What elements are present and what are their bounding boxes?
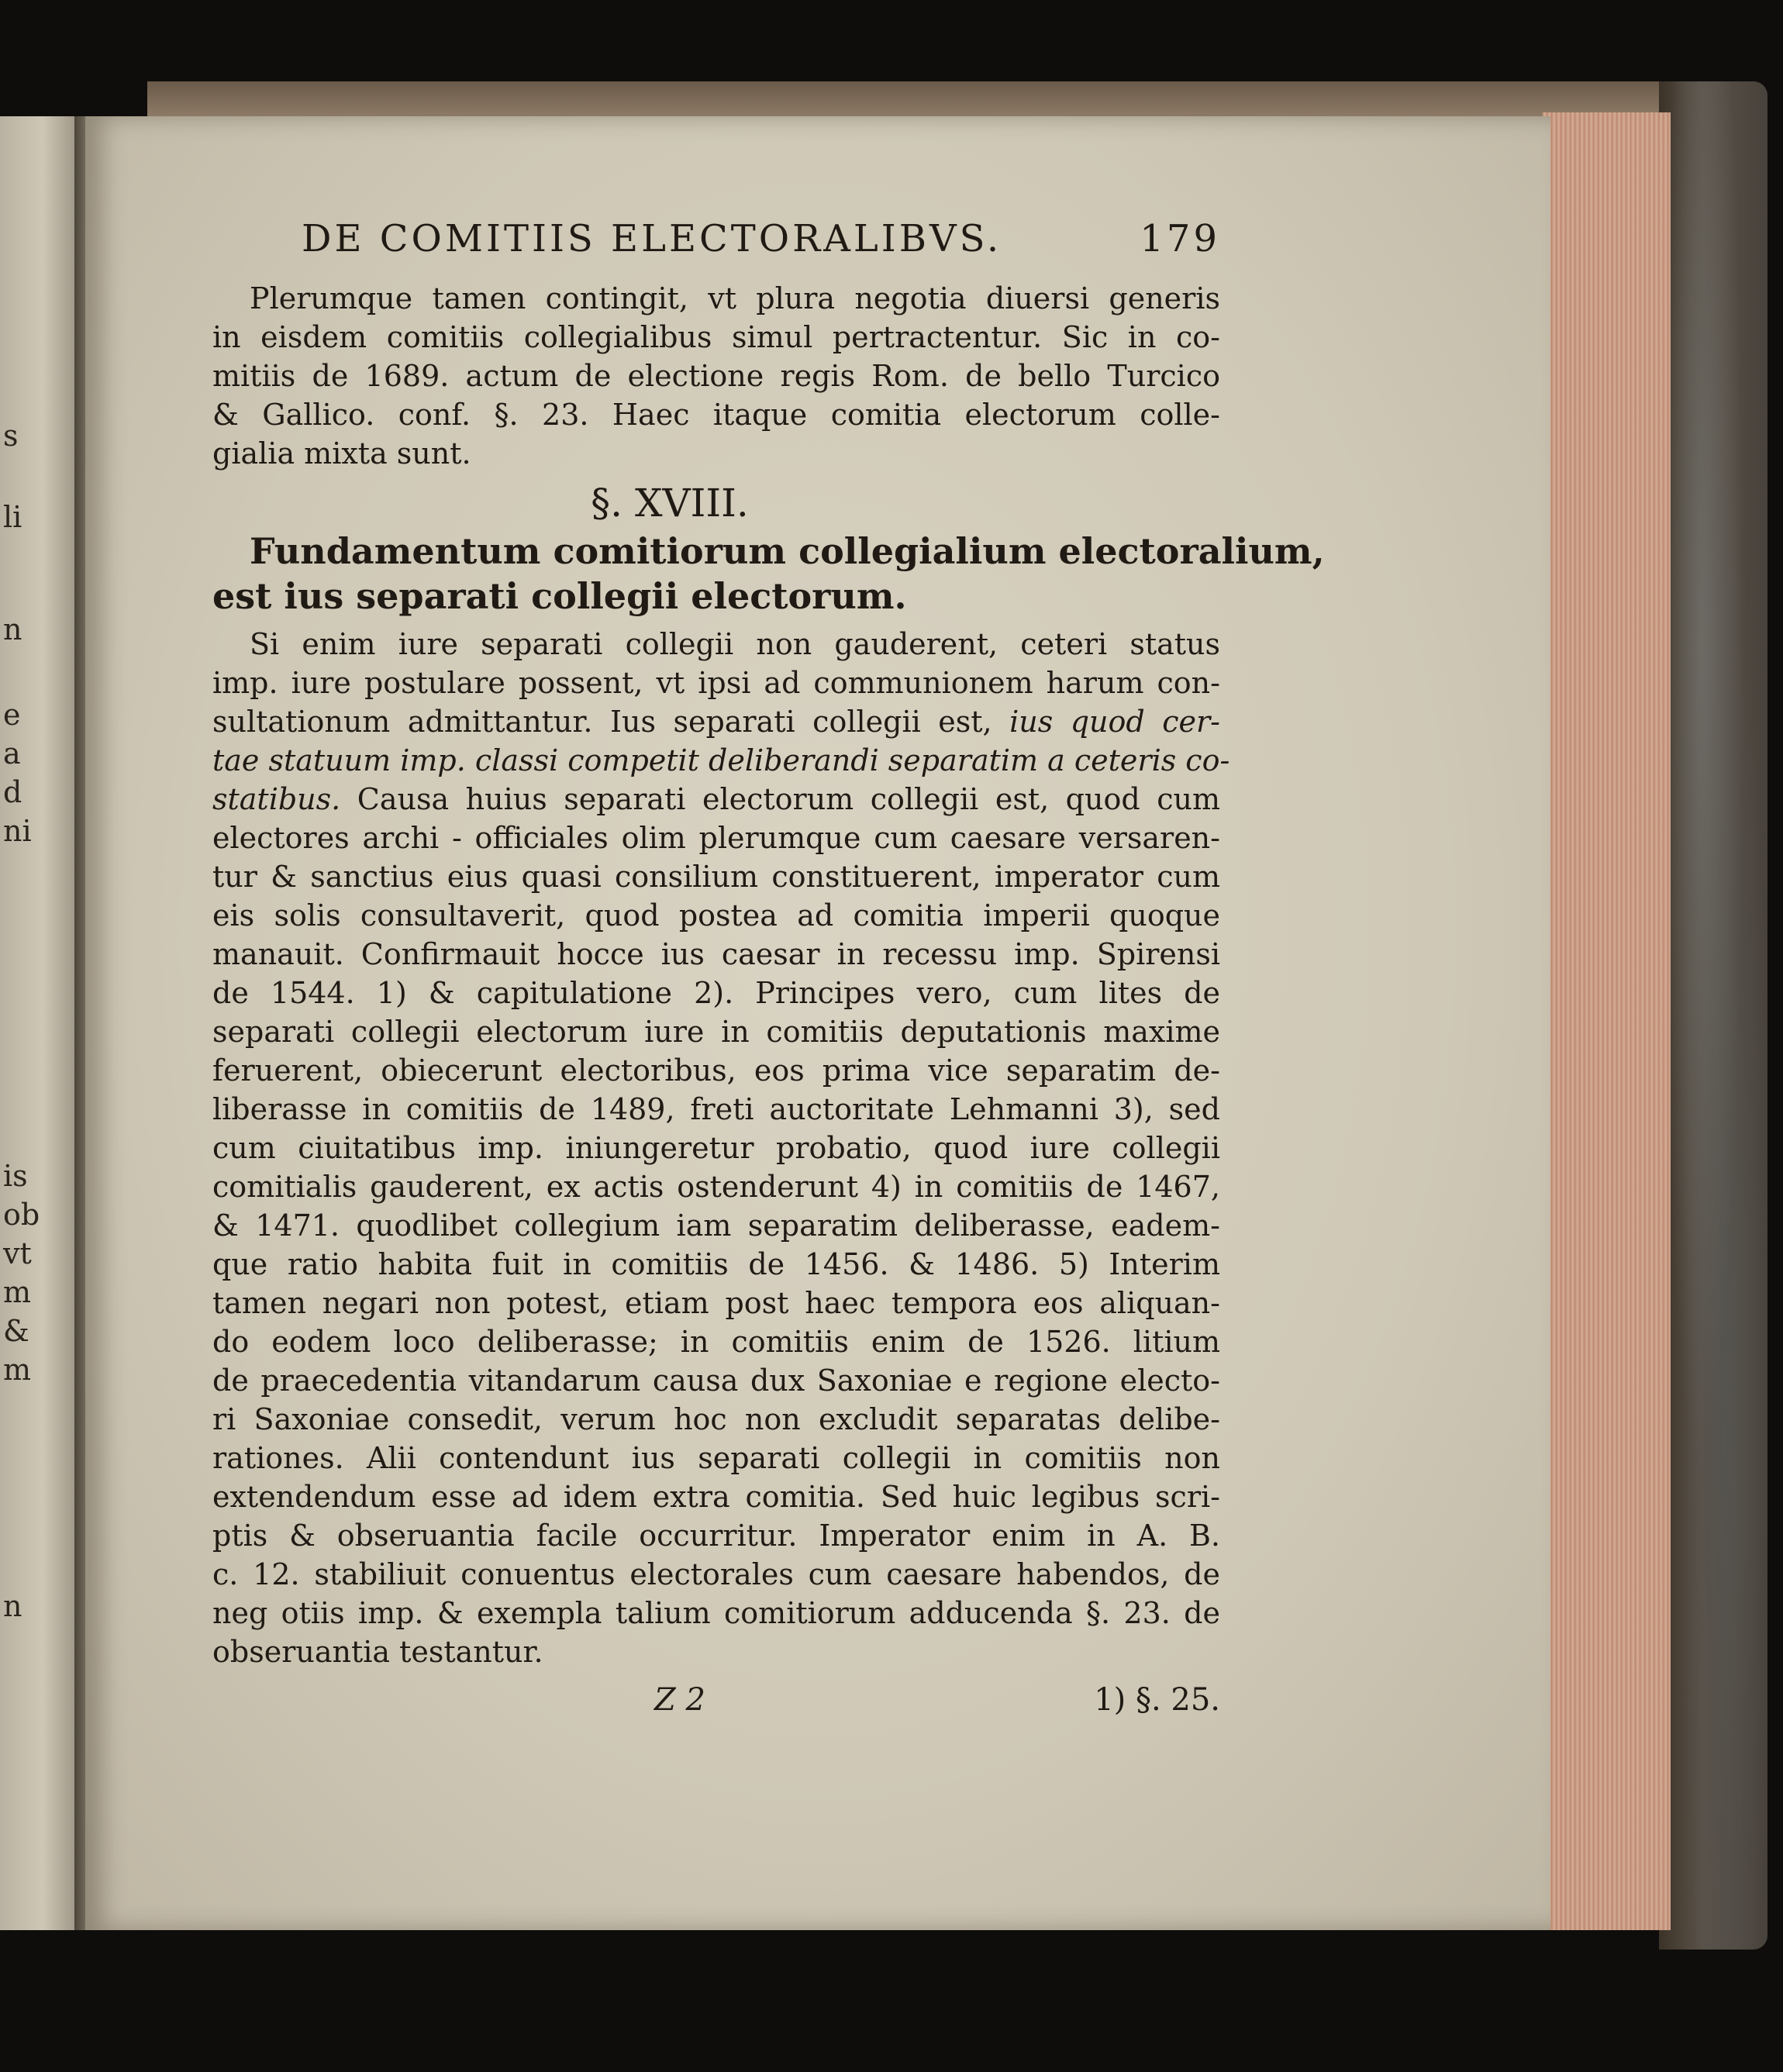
left-fragment: is <box>3 1159 28 1193</box>
text-line <box>212 741 1230 780</box>
heading-line: Fundamentum comitiorum collegialium electoralium, <box>250 530 1325 572</box>
signature-mark: Z 2 <box>654 1682 705 1718</box>
catchword: 1) §. 25. <box>1094 1682 1220 1718</box>
running-title: DE COMITIIS ELECTORALIBVS. <box>302 217 1002 260</box>
left-fragment: m <box>3 1353 32 1387</box>
cover-top-edge <box>147 81 1721 116</box>
section-heading <box>212 529 1325 619</box>
paragraph-2 <box>212 625 1230 1671</box>
text-line: c. 12. stabiliuit conuentus electorales cum caesare habendos, de <box>212 1557 1220 1591</box>
text-line: de 1544. 1) & capitulatione 2). Principes vero, cum lites de <box>212 976 1220 1010</box>
section-number: §. XVIII. <box>591 481 749 526</box>
definition-text: ius quod cer- <box>1009 705 1220 739</box>
text-line: feruerent, obiecerunt electoribus, eos prima vice separatim de- <box>212 1053 1220 1088</box>
definition-text: statibus. <box>212 782 341 816</box>
page-number: 179 <box>1140 217 1220 260</box>
text-line: separati collegii electorum iure in comitiis deputationis maxime <box>212 1015 1220 1049</box>
text-line: imp. iure postulare possent, vt ipsi ad communionem harum con- <box>212 666 1220 700</box>
text-line: que ratio habita fuit in comitiis de 1456. & 1486. 5) Interim <box>212 1247 1220 1281</box>
heading-line: est ius separati collegii electorum. <box>212 575 907 617</box>
text-line: ptis & obseruantia facile occurritur. Imperator enim in A. B. <box>212 1519 1220 1553</box>
left-page-edge <box>0 116 78 1930</box>
text-segment: Causa huius separati electorum collegii est, quod cum <box>357 782 1220 816</box>
text-line: neg otiis imp. & exempla talium comitiorum adducenda §. 23. de <box>212 1596 1220 1630</box>
text-line: Plerumque tamen contingit, vt plura negotia diuersi generis <box>250 281 1220 315</box>
left-fragment: n <box>3 1589 22 1623</box>
text-line: eis solis consultaverit, quod postea ad comitia imperii quoque <box>212 898 1220 933</box>
left-fragment: & <box>3 1314 29 1348</box>
page-block-edges <box>1543 112 1671 1930</box>
text-line: tamen negari non potest, etiam post haec tempora eos aliquan- <box>212 1286 1220 1320</box>
text-line: obseruantia testantur. <box>212 1635 543 1669</box>
page-footer <box>212 1682 1220 1729</box>
text-line: & 1471. quodlibet collegium iam separatim deliberasse, eadem- <box>212 1208 1220 1243</box>
left-fragment: li <box>3 500 22 534</box>
left-fragment: d <box>3 775 22 809</box>
left-fragment: ob <box>3 1198 40 1232</box>
text-line: tur & sanctius eius quasi consilium constituerent, imperator cum <box>212 860 1220 894</box>
left-fragment: a <box>3 736 21 771</box>
left-fragment: ni <box>3 814 32 848</box>
text-line: Si enim iure separati collegii non gauderent, ceteri status <box>250 627 1220 661</box>
text-line: electores archi - officiales olim plerumque cum caesare versaren- <box>212 821 1220 855</box>
text-line: liberasse in comitiis de 1489, freti auctoritate Lehmanni 3), sed <box>212 1092 1220 1126</box>
page-text <box>212 217 1325 1729</box>
text-segment: sultationum admittantur. Ius separati collegii est, <box>212 705 992 739</box>
text-line: & Gallico. conf. §. 23. Haec itaque comitia electorum colle- <box>212 398 1220 432</box>
marbled-cover <box>1659 81 1767 1950</box>
running-head <box>212 217 1220 279</box>
text-line: comitialis gauderent, ex actis ostenderunt 4) in comitiis de 1467, <box>212 1170 1220 1204</box>
left-fragment: n <box>3 612 22 646</box>
text-line: de praecedentia vitandarum causa dux Saxoniae e regione electo- <box>212 1364 1220 1398</box>
text-line: extendendum esse ad idem extra comitia. Sed huic legibus scri- <box>212 1480 1220 1514</box>
left-fragment: m <box>3 1275 32 1309</box>
left-fragment: s <box>3 419 19 453</box>
text-line <box>212 702 1220 741</box>
paragraph-1 <box>212 279 1220 473</box>
definition-text: tae statuum imp. classi competit deliberandi separatim a ceteris co- <box>212 743 1230 777</box>
text-line: gialia mixta sunt. <box>212 436 471 471</box>
text-line: mitiis de 1689. actum de electione regis Rom. de bello Turcico <box>212 359 1220 393</box>
text-line <box>212 780 1220 819</box>
text-line: rationes. Alii contendunt ius separati collegii in comitiis non <box>212 1441 1220 1475</box>
left-fragment: e <box>3 698 21 732</box>
text-line: manauit. Confirmauit hocce ius caesar in recessu imp. Spirensi <box>212 937 1220 971</box>
left-fragment: vt <box>3 1236 32 1270</box>
text-line: in eisdem comitiis collegialibus simul pertractentur. Sic in co- <box>212 320 1220 354</box>
text-line: ri Saxoniae consedit, verum hoc non excludit separatas delibe- <box>212 1402 1220 1436</box>
text-line: cum ciuitatibus imp. iniungeretur probatio, quod iure collegii <box>212 1131 1220 1165</box>
text-line: do eodem loco deliberasse; in comitiis enim de 1526. litium <box>212 1325 1220 1359</box>
book-page <box>85 116 1550 1930</box>
